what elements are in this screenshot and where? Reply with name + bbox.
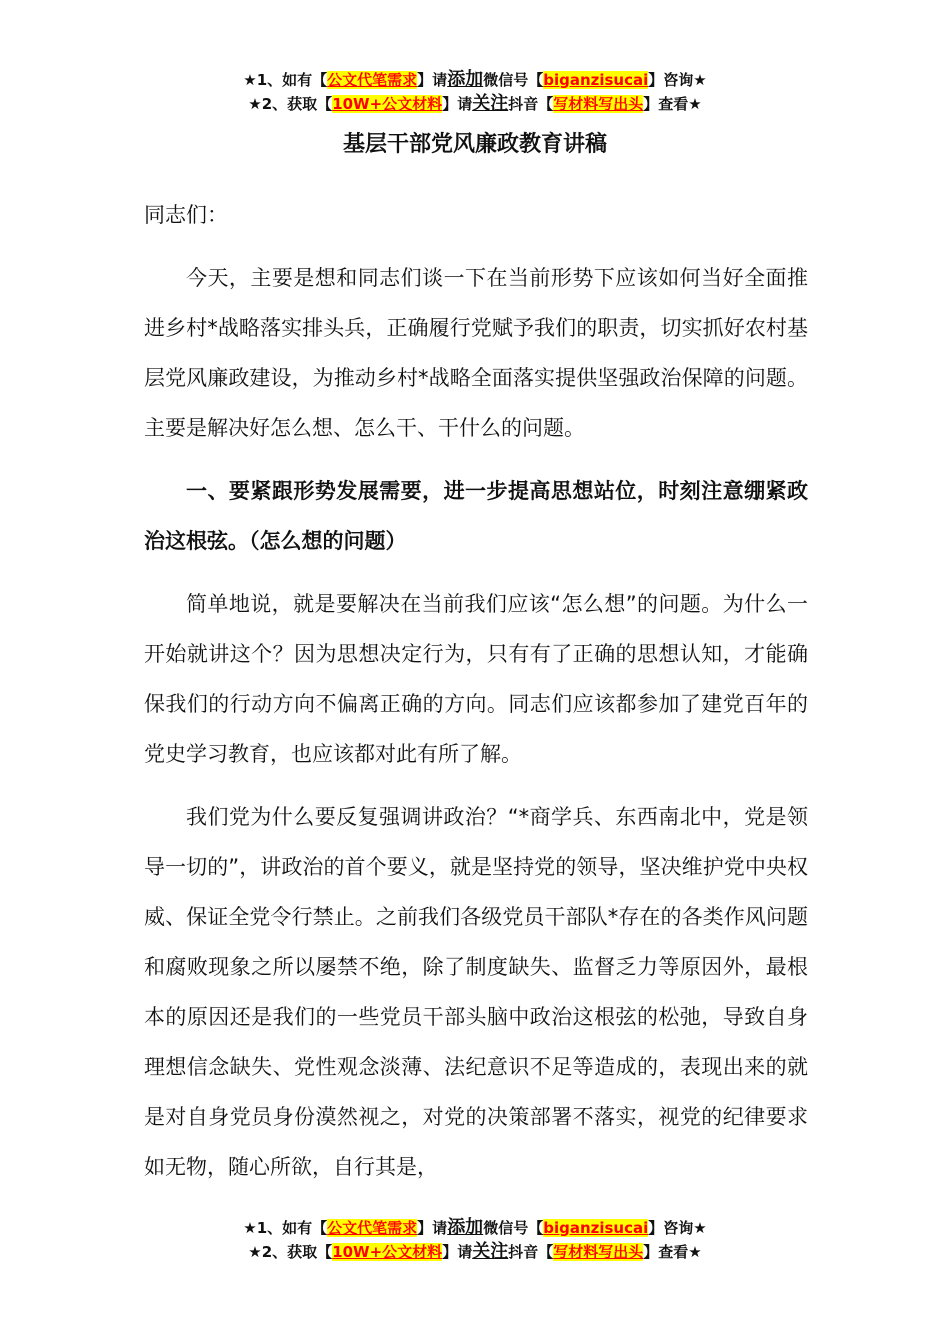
salutation: 同志们： (144, 203, 228, 227)
banner-line-2 (0, 92, 950, 116)
paragraph: 今天，主要是想和同志们谈一下在当前形势下应该如何当好全面推进乡村*战略落实排头兵，正确履行党赋予我们的职责，切实抓好农村基层党风廉政建设，为推动乡村*战略全面落实提供坚强政治保障的问题。主要是解决好怎么想、怎么干、干什么的问题。 (144, 266, 808, 440)
paragraph: 我们党为什么要反复强调讲政治？“*商学兵、东西南北中，党是领导一切的”，讲政治的首个要义，就是坚持党的领导，坚决维护党中央权威、保证全党令行禁止。之前我们各级党员干部队*存在的各类作风问题和腐败现象之所以屡禁不绝，除了制度缺失、监督乏力等原因外，最根本的原因还是我们的一些党员干部头脑中政治这根弦的松弛，导致自身理想信念缺失、党性观念淡薄、法纪意识不足等造成的，表现出来的就是对自身党员身份漠然视之，对党的决策部署不落实，视党的纪律要求如无物，随心所欲，自行其是， (144, 805, 808, 1179)
banner-text: 】查看★ (643, 1243, 702, 1261)
banner-text: 抖音【 (508, 95, 554, 113)
banner-line-2 (0, 1240, 950, 1264)
banner-text: ★2、获取【 (248, 1243, 333, 1261)
banner-text: ★1、如有【 (243, 71, 328, 89)
banner-emphasis: 关注 (472, 1241, 509, 1262)
banner-text: 】咨询★ (648, 1219, 707, 1237)
banner-text: 】请 (417, 1219, 448, 1237)
banner-highlight: 写材料写出头 (553, 95, 644, 113)
banner-highlight: 10W+公文材料 (332, 1243, 443, 1261)
document-title: 基层干部党风廉政教育讲稿 (342, 132, 607, 157)
banner-highlight: 写材料写出头 (553, 1243, 644, 1261)
banner-emphasis: 添加 (447, 1217, 484, 1238)
banner-text: 】咨询★ (648, 71, 707, 89)
banner-highlight: biganzisucai (543, 1219, 649, 1237)
banner-text: 抖音【 (508, 1243, 554, 1261)
banner-highlight: 公文代笔需求 (327, 1219, 418, 1237)
banner-text: 】请 (417, 71, 448, 89)
banner-highlight: 10W+公文材料 (332, 95, 443, 113)
banner-text: ★1、如有【 (243, 1219, 328, 1237)
footer-banner (0, 1216, 950, 1264)
section-heading: 一、要紧跟形势发展需要，进一步提高思想站位，时刻注意绷紧政治这根弦。（怎么想的问题） (144, 479, 808, 553)
banner-emphasis: 添加 (447, 69, 484, 90)
banner-text: ★2、获取【 (248, 95, 333, 113)
banner-line-1 (0, 68, 950, 92)
paragraph: 简单地说，就是要解决在当前我们应该“怎么想”的问题。为什么一开始就讲这个？因为思想决定行为，只有有了正确的思想认知，才能确保我们的行动方向不偏离正确的方向。同志们应该都参加了建党百年的党史学习教育，也应该都对此有所了解。 (144, 592, 808, 766)
banner-text: 微信号【 (483, 71, 544, 89)
banner-text: 】请 (442, 1243, 473, 1261)
header-banner (0, 68, 950, 116)
banner-line-1 (0, 1216, 950, 1240)
banner-emphasis: 关注 (472, 93, 509, 114)
banner-text: 微信号【 (483, 1219, 544, 1237)
banner-text: 】查看★ (643, 95, 702, 113)
banner-highlight: biganzisucai (543, 71, 649, 89)
banner-text: 】请 (442, 95, 473, 113)
document-body (144, 190, 808, 1192)
banner-highlight: 公文代笔需求 (327, 71, 418, 89)
